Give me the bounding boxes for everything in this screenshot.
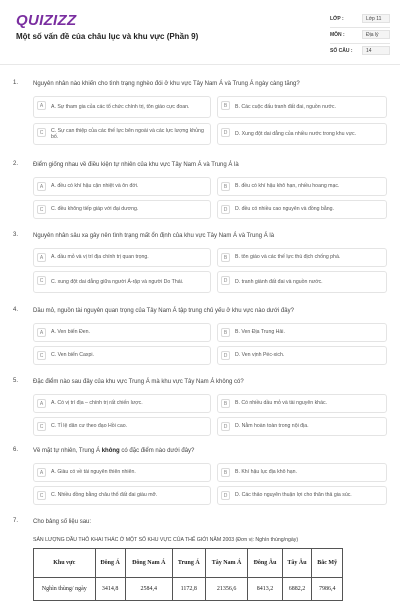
option-text: B. tôn giáo và các thế lực thù địch chống phá. (235, 254, 341, 261)
option-text: C. Tỉ lệ dân cư theo đạo Hồi cao. (51, 423, 128, 430)
option-a[interactable] (33, 248, 211, 267)
header-cell: Đông Nam Á (125, 549, 172, 578)
worksheet-title: Một số vấn đề của châu lục và khu vực (Phần 9) (16, 32, 199, 41)
option-letter: B (221, 253, 230, 262)
question-number: 5. (13, 378, 19, 384)
table-row (34, 578, 343, 601)
worksheet-header (0, 0, 400, 64)
option-text: C. xung đột dai dẳng giữa người Ả-rập và người Do Thái. (51, 278, 184, 285)
option-letter: D (221, 491, 230, 500)
option-d[interactable] (217, 200, 387, 219)
question-text (33, 447, 383, 455)
option-c[interactable] (33, 346, 211, 365)
option-text: C. Ven biển Caxpi. (51, 352, 94, 359)
option-letter: A (37, 468, 46, 477)
option-text: D. đều có nhiều cao nguyên và đồng bằng. (235, 206, 334, 213)
option-letter: D (221, 422, 230, 431)
header-cell: Tây Nam Á (205, 549, 248, 578)
table-cell: 1172,8 (172, 578, 205, 601)
row-label: Nghìn thùng/ ngày (34, 578, 96, 601)
question-text: Nguyên nhân nào khiến cho tình trạng nghèo đói ở khu vực Tây Nam Á và Trung Á ngày càng tăng? (33, 81, 300, 87)
option-b[interactable] (217, 394, 387, 413)
option-a[interactable] (33, 177, 211, 196)
table-caption: SẢN LƯỢNG DẦU THÔ KHAI THÁC Ở MỘT SỐ KHU VỰC CỦA THẾ GIỚI NĂM 2003 (Đơn vị: Nghìn thùng/ngày) (33, 537, 299, 543)
question-text-pre: Về mặt tự nhiên, Trung Á (33, 448, 102, 454)
question-text: Cho bảng số liệu sau: (33, 519, 92, 525)
question-number: 4. (13, 307, 19, 313)
option-text: C. Nhiều đồng bằng châu thổ đất đai giàu mỡ. (51, 492, 158, 499)
option-letter: D (221, 276, 230, 285)
question-text: Đặc điểm nào sau đây của khu vực Trung Á mà khu vực Tây Nam Á không có? (33, 379, 244, 385)
header-cell: Khu vực (34, 549, 96, 578)
option-text: A. Có vị trí địa – chính trị rất chiến lược. (51, 400, 143, 407)
meta-divider (330, 43, 390, 44)
table-cell: 7986,4 (312, 578, 343, 601)
question-text: Dầu mỏ, nguồn tài nguyên quan trọng của Tây Nam Á tập trung chủ yếu ở khu vực nào dưới đây? (33, 308, 294, 314)
subject-value: Địa lý (362, 30, 390, 39)
option-d[interactable] (217, 346, 387, 365)
option-letter: A (37, 101, 46, 110)
header-cell: Đông Âu (248, 549, 282, 578)
option-text: A. Ven biển Đen. (51, 329, 90, 336)
option-a[interactable] (33, 323, 211, 342)
option-letter: A (37, 253, 46, 262)
option-letter: C (37, 205, 46, 214)
header-cell: Tây Âu (282, 549, 312, 578)
option-letter: D (221, 205, 230, 214)
question-number: 1. (13, 80, 19, 86)
option-letter: B (221, 399, 230, 408)
option-d[interactable] (217, 271, 387, 293)
option-a[interactable] (33, 96, 211, 118)
option-a[interactable] (33, 394, 211, 413)
option-text: B. Các cuộc đấu tranh đất đai, nguồn nước. (235, 103, 336, 110)
option-d[interactable] (217, 417, 387, 436)
option-c[interactable] (33, 486, 211, 505)
option-letter: C (37, 128, 46, 137)
option-a[interactable] (33, 463, 211, 482)
question-count-label: SỐ CÂU : (330, 48, 353, 54)
option-b[interactable] (217, 323, 387, 342)
table-cell: 6882,2 (282, 578, 312, 601)
option-letter: B (221, 468, 230, 477)
oil-production-table (33, 548, 343, 601)
option-text: B. Khí hậu lục địa khô hạn. (235, 469, 298, 476)
option-c[interactable] (33, 417, 211, 436)
option-text: A. Sự tham gia của các tổ chức chính trị, tôn giáo cực đoan. (51, 103, 190, 110)
option-b[interactable] (217, 96, 387, 118)
question-text-post: có đặc điểm nào dưới đây? (119, 448, 195, 454)
quizizz-logo: QUIZIZZ (16, 12, 77, 29)
option-letter: C (37, 422, 46, 431)
option-c[interactable] (33, 200, 211, 219)
table-cell: 8413,2 (248, 578, 282, 601)
header-cell: Trung Á (172, 549, 205, 578)
option-d[interactable] (217, 123, 387, 145)
option-text: C. Sự can thiệp của các thế lực bên ngoài và các lực lượng khủng bố. (51, 127, 204, 140)
option-text: A. Giàu có về tài nguyên thiên nhiên. (51, 469, 136, 476)
question-number: 7. (13, 518, 19, 524)
option-c[interactable] (33, 123, 211, 145)
option-text: A. dầu mỏ và vị trí địa chính trị quan trọng. (51, 254, 149, 261)
question-text: Điểm giống nhau về điều kiện tự nhiên của khu vực Tây Nam Á và Trung Á là (33, 162, 239, 168)
option-text: C. đều không tiếp giáp với đại dương. (51, 206, 139, 213)
header-cell: Bắc Mỹ (312, 549, 343, 578)
class-label: LỚP : (330, 16, 344, 22)
option-text: D. Xung đột dai dẳng của nhiều nước trong khu vực. (235, 130, 357, 137)
table-cell: 3414,8 (95, 578, 125, 601)
option-text: B. đều có khí hậu khô hạn, nhiều hoang mạc. (235, 183, 340, 190)
option-letter: B (221, 182, 230, 191)
meta-divider (330, 27, 390, 28)
question-count-value: 14 (362, 46, 390, 55)
header-cell: Đông Á (95, 549, 125, 578)
option-text: A. đều có khí hậu cận nhiệt và ôn đới. (51, 183, 139, 190)
option-b[interactable] (217, 177, 387, 196)
option-text: D. tranh giành đất đai và nguồn nước. (235, 278, 323, 285)
question-number: 2. (13, 161, 19, 167)
option-letter: A (37, 399, 46, 408)
question-text-emphasis: không (101, 448, 120, 454)
option-letter: C (37, 351, 46, 360)
option-letter: D (221, 128, 230, 137)
table-cell: 2584,4 (125, 578, 172, 601)
question-text: Nguyên nhân sâu xa gây nên tình trạng mất ổn định của khu vực Tây Nam Á và Trung Á là (33, 233, 275, 239)
subject-label: MÔN : (330, 32, 345, 38)
option-letter: C (37, 276, 46, 285)
question-number: 6. (13, 447, 19, 453)
option-letter: A (37, 182, 46, 191)
option-b[interactable] (217, 463, 387, 482)
option-d[interactable] (217, 486, 387, 505)
option-b[interactable] (217, 248, 387, 267)
table-header-row (34, 549, 343, 578)
option-letter: B (221, 328, 230, 337)
option-text: D. Ven vịnh Péc-xich. (235, 352, 285, 359)
option-letter: C (37, 491, 46, 500)
option-text: B. Ven Địa Trung Hải. (235, 329, 285, 336)
option-c[interactable] (33, 271, 211, 293)
header-divider (0, 64, 400, 65)
option-text: D. Các thảo nguyên thuận lợi cho thăn thả gia súc. (235, 492, 352, 499)
option-letter: A (37, 328, 46, 337)
option-text: D. Nằm hoàn toàn trong nội địa. (235, 423, 309, 430)
option-text: B. Có nhiều dầu mỏ và tài nguyên khác. (235, 400, 327, 407)
option-letter: D (221, 351, 230, 360)
class-value: Lớp 11 (362, 14, 390, 23)
table-cell: 21356,6 (205, 578, 248, 601)
question-number: 3. (13, 232, 19, 238)
option-letter: B (221, 101, 230, 110)
